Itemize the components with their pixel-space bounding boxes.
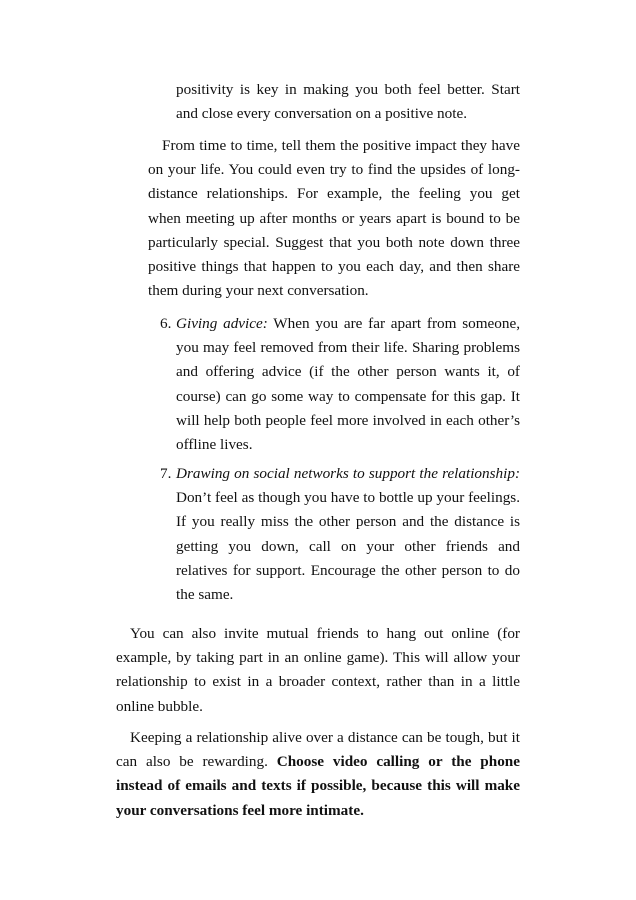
conclusion-bold-text: Choose video calling or the phone instead of emails and texts if possible, because this will make your conversations feel more intimate.: [116, 753, 520, 819]
list-item-6-title: Giving advice:: [176, 315, 268, 332]
positive-impact-paragraph: From time to time, tell them the positive impact they have on your life. You could even try to find the upsides of long-distance relationships. For example, the feeling you get when meeting up after months or years apart is bound to be particularly special. Suggest that you both note down three positive things that happen to you each day, and then share them during your next conversation.: [148, 137, 520, 300]
continued-list-item-text: positivity is key in making you both feel better. Start and close every conversation on a positive note.: [176, 81, 520, 123]
mutual-friends-paragraph: You can also invite mutual friends to hang out online (for example, by taking part in an online game). This will allow your relationship to exist in a broader context, rather than in a little online bubble.: [116, 625, 520, 715]
conclusion-paragraph: [116, 726, 520, 823]
list-item-6-body: [176, 312, 520, 457]
list-item-6-number: 6.: [160, 315, 172, 332]
list-item-7-text: Don’t feel as though you have to bottle up your feelings. If you really miss the other person and the distance is getting you down, call on your other friends and relatives for support. Encourage the other person to do the same.: [176, 489, 520, 604]
list-item-7-body: [176, 462, 520, 607]
list-item-6-text: When you are far apart from someone, you may feel removed from their life. Sharing problems and offering advice (if the other person wants it, of course) can go some way to compensate for this gap. It will help both people feel more involved in each other’s offline lives.: [176, 315, 520, 454]
list-item-7-title: Drawing on social networks to support the relationship:: [176, 465, 520, 482]
list-item-7-number: 7.: [160, 465, 172, 482]
conclusion-plain-text: Keeping a relationship alive over a distance can be tough, but it can also be rewarding.: [116, 729, 520, 771]
